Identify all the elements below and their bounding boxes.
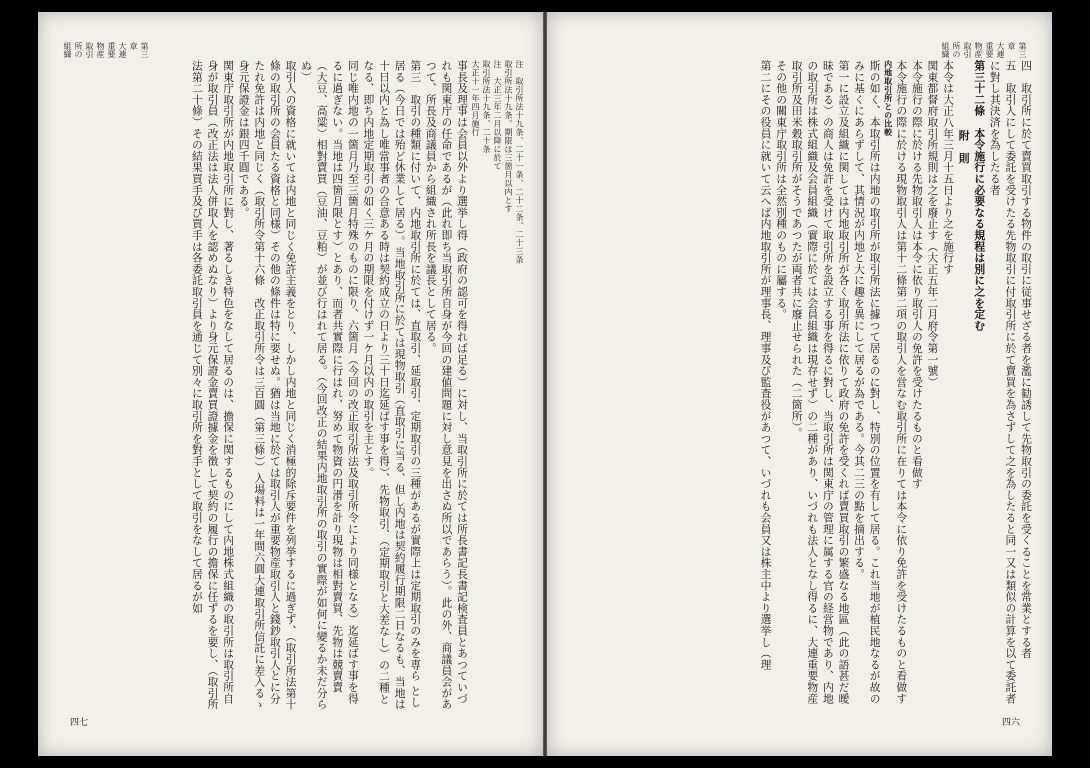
right-paragraph-4: 第二にその役員に就いて云へば内地取引所が理事長、理事及び監査役があつて、いづれも会員又は株主中より選挙し（理 bbox=[759, 60, 773, 671]
left-note-5: 大正十一年四月施行 bbox=[471, 60, 480, 137]
left-note-1: 注 取引所法十九条、二十一条、二十二条、二十三条 bbox=[515, 60, 524, 264]
right-paragraph-3: その他の關東庁取引所は全然別種のものに屬する。 bbox=[775, 60, 789, 320]
right-page-inner bbox=[565, 42, 1034, 728]
supplement-4: 本令施行の際に於ける現物取引人は第十二條第二項の取引人を営なむ取引所に在りては本令に依り免許を受けたるものと看做す bbox=[895, 60, 909, 705]
left-note-4: 取引所法十九条、二十条 bbox=[482, 60, 491, 154]
right-page bbox=[547, 12, 1052, 756]
left-paragraph-3: 同じ唯内地の一箇月乃至三箇月特殊のものに限り、六箇月（今回の改正取引所法及取引所令により同様となる）迄延ばす事を得るに過ぎない。当地は四箇月限とす）とあり、而者共實際に行はれ、努めて物資の円滑を計り現物は相對賣買、先物は競賣賣（大豆、高粱）相對賣買（豆油、豆粕）が並び行はれて居る。（今回改正の結果内地取引所の取引の實際が如何に變るか未だ分らぬ） bbox=[300, 60, 360, 710]
right-item-4: 四 取引所に於て賣買取引する物件の取引に従事せざる者を濫に勧誘して先物取引の委託を受くることを常業とする者 bbox=[1020, 60, 1033, 659]
supplement-title: 附 則 bbox=[957, 130, 971, 164]
margin-note: 内地取引所との比較 bbox=[883, 60, 894, 137]
left-page-text bbox=[56, 60, 525, 714]
left-running-head: 第三章 大連重要物産取引所の組織 bbox=[63, 42, 149, 58]
left-paragraph-5: 関東庁取引所が内地取引所に對し、著るしき特色をなして居るのは、擔保に関するものにして内地株式組織の取引所は取引所自身が取引員（改正法は法人併取人を認めぬなり）より身元保證金賣買證據金を徴して契約の履行の擔保に任ずるを要し、（取引所法第二十條）その結果買手及び買手は各委託取引員を通じて別々に取引所を對手として取引をなして居るが如 bbox=[190, 60, 236, 710]
left-note-3: 注 大正三年二月以降に於て bbox=[493, 60, 502, 171]
right-page-number: 四六 bbox=[1001, 718, 1020, 728]
left-page bbox=[38, 12, 543, 756]
right-paragraph-1: 斯の如く、本取引所は内地の取引所が取引所法に據つて居るのに對し、特別の位置を有して居る。これ当地が植民地なるが故のみに基くにあらずして、其情況が内地と大に趣を異にして居るが為である。今其二三の點を摘出する。 bbox=[853, 60, 882, 705]
right-page-text bbox=[565, 60, 1034, 714]
right-article-32: 第三十二條 本令施行に必要なる規程は別に之を定む bbox=[973, 60, 987, 332]
right-item-5: 五 取引人にして委託を受けたる先物取引に付取引所に於て賣買を為さずして之を為したると同一又は類似の計算を以て委託者に對し其決済を為したる者 bbox=[988, 60, 1018, 705]
right-paragraph-2: 第一に設立及組織に関しては内地取引所が各く取引所法に依りて政府の免許を受くれば賣買取引の繁盛なる地區（此の語甚だ曖昧である）の商人は免許を受けて取引所を設立する事を得るに對し、当取引所は関東庁の管理に属する官の経営物であり、内地の取引所は株式組織及会員組織（實際に於ては会員組織は現存せず）の二種があり、いづれも法人となし得るに、大連重要物産取引所及田米穀取引所がそうであつたが両者共に廢止せられた（二箇所）。 bbox=[790, 60, 851, 705]
left-page-number: 四七 bbox=[70, 718, 89, 728]
left-paragraph-4: 取引人の資格に就いては内地と同じく免許主義をとり、しかし内地と同じく消極的除斥要件を列挙するに過ぎず、（取引所法第十條の取引所の会員たる資格と同様）その他の條件は特に要せぬ。猶は当地に於ては取引人が重要物産取引人と錢鈔取引人とに分たれ免許は内地と同じく（取引所令第十六條 改正取引所令は三百圓（第三條））入場料は一年間六圓大連取引所信託に差入るゝ身元保證金は銀四千圓である。 bbox=[237, 60, 298, 710]
left-page-inner bbox=[56, 42, 525, 728]
supplement-1: 本令は大正八年三月十五日より之を施行す bbox=[942, 60, 956, 275]
left-note-2: 取引所法十九条。期限は三箇月以内とす bbox=[504, 60, 513, 213]
right-running-head: 第三章 大連重要物産取引所の組織 bbox=[941, 42, 1027, 58]
left-paragraph-1: 事長及理事は会員以外より選挙し得（政府の認可を得れば足る）に対し、当取引所に於ては所長書記長書記検査員とあつていづれも関東庁の任命であるが（此れ即ち当取引所自身が今回の建値問題に対し意見を出さぬ所以であらう）。此の外、商議員会があつて、所長及商議員から組織され所長を議長として居る。 bbox=[424, 60, 469, 710]
left-paragraph-2: 第三 取引の種類に付いて、内地取引所に於ては、直取引、延取引、定期取引の三種があるが實際上は定期取引のみを専ら とし居る（今日では殆ど休業して居る）。当地取引所に於ては現物取引（直取引に当る、但し内地は契約履行期限二日なるも、当地は十日以内と為し唯當事者の合意ある時は契約成立の日より三十日迄延ばす事を得）、先物取引、（定期取引と大差なし）の二種となる、即ち内地定期取引の如く三ケ月の期限を付けず一ケ月以内の取引を主とす。 bbox=[362, 60, 423, 710]
supplement-2: 関東都督府取引所規則は之を廢止す（大正五年二月府令第一號） bbox=[926, 60, 940, 388]
supplement-3: 本令施行の際に於ける先物取引人は本令に依り取引人の免許を受けたるものと看做す bbox=[910, 60, 924, 490]
